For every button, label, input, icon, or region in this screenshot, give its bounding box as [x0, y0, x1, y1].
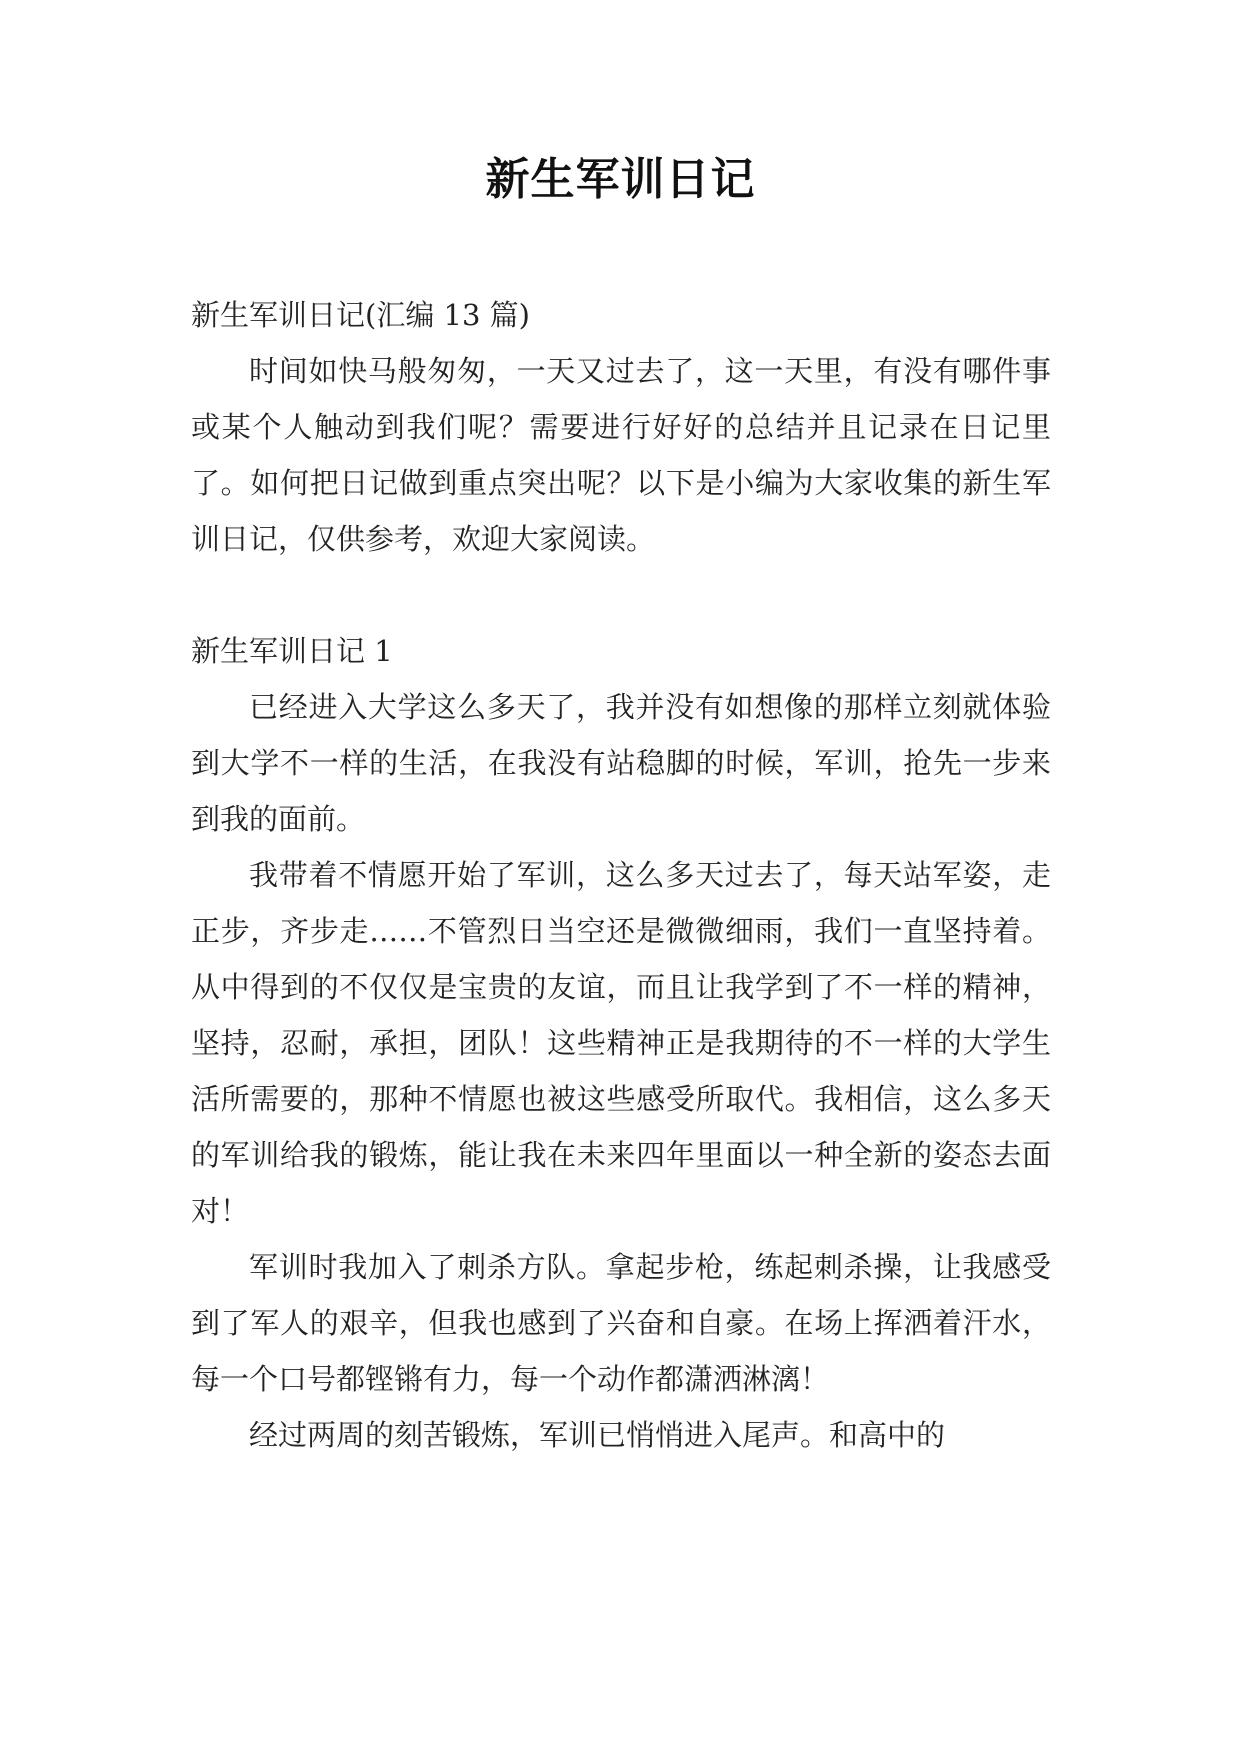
- body-paragraph: 已经进入大学这么多天了，我并没有如想像的那样立刻就体验到大学不一样的生活，在我没有站稳脚的时候，军训，抢先一步来到我的面前。: [191, 690, 1051, 836]
- document-subtitle: 新生军训日记(汇编 13 篇): [191, 298, 530, 332]
- body-paragraph: 我带着不情愿开始了军训，这么多天过去了，每天站军姿，走正步，齐步走……不管烈日当空还是微微细雨，我们一直坚持着。从中得到的不仅仅是宝贵的友谊，而且让我学到了不一样的精神，坚持，忍耐，承担，团队！这些精神正是我期待的不一样的大学生活所需要的，那种不情愿也被这些感受所取代。我相信，这么多天的军训给我的锻炼，能让我在未来四年里面以一种全新的姿态去面对！: [191, 858, 1051, 1228]
- section-heading: 新生军训日记 1: [191, 634, 393, 668]
- body-paragraph: 军训时我加入了刺杀方队。拿起步枪，练起刺杀操，让我感受到了军人的艰辛，但我也感到了兴奋和自豪。在场上挥洒着汗水，每一个口号都铿锵有力，每一个动作都潇洒淋漓！: [191, 1250, 1051, 1396]
- intro-paragraph: 时间如快马般匆匆，一天又过去了，这一天里，有没有哪件事或某个人触动到我们呢？需要进行好好的总结并且记录在日记里了。如何把日记做到重点突出呢？以下是小编为大家收集的新生军训日记，仅供参考，欢迎大家阅读。: [191, 354, 1051, 556]
- section-spacer: [191, 567, 1051, 623]
- document-body: [191, 287, 1051, 1463]
- document-title: 新生军训日记: [485, 154, 756, 205]
- body-paragraph: 经过两周的刻苦锻炼，军训已悄悄进入尾声。和高中的: [249, 1418, 946, 1452]
